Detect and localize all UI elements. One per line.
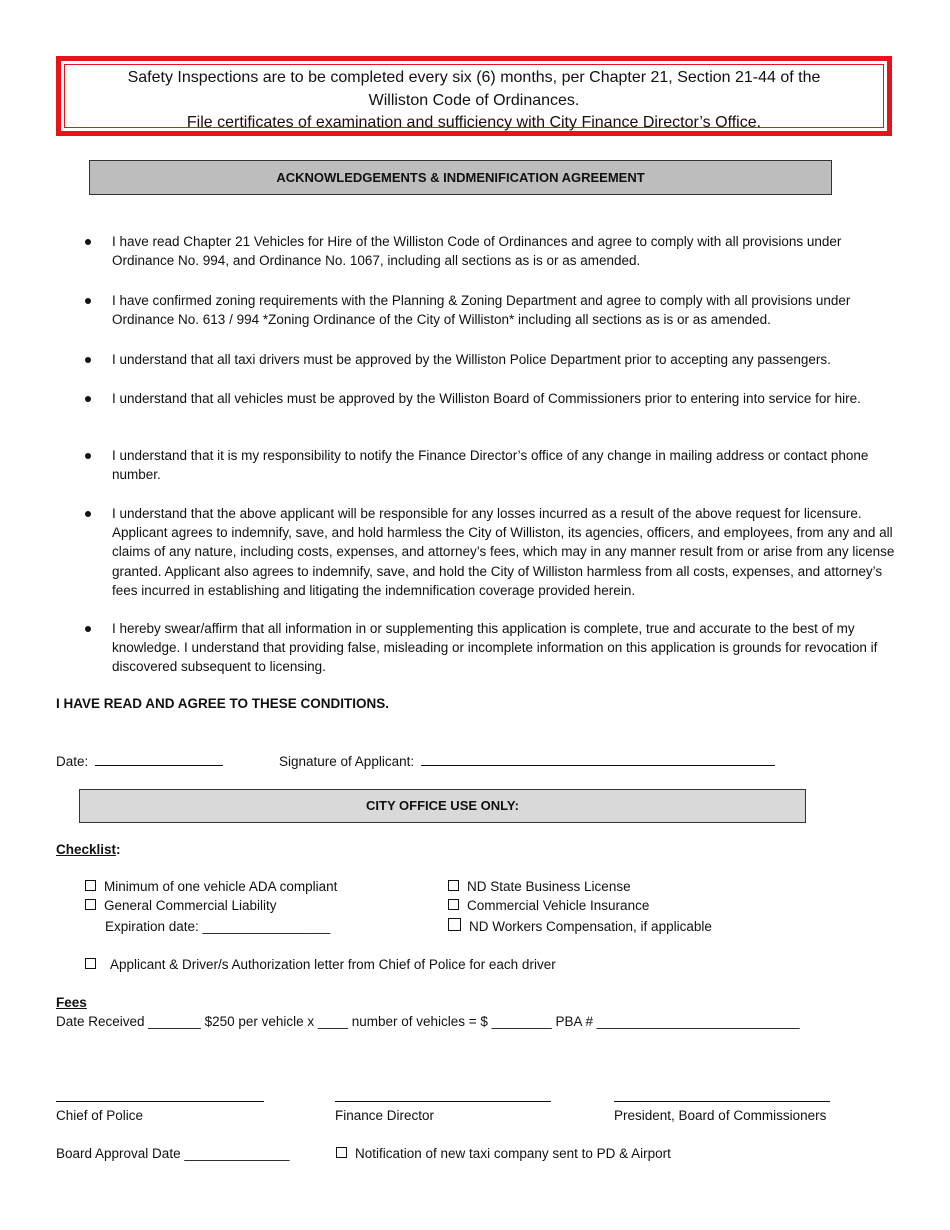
notification-item: Notification of new taxi company sent to PD & Airport	[336, 1144, 671, 1163]
finance-signature-line[interactable]	[335, 1101, 551, 1102]
finance-director-label: Finance Director	[335, 1108, 435, 1123]
checkbox[interactable]	[85, 958, 96, 969]
chief-signature-line[interactable]	[56, 1101, 264, 1102]
date-row	[56, 751, 223, 771]
checklist-item: ND State Business License	[448, 877, 631, 896]
office-use-heading: CITY OFFICE USE ONLY:	[79, 789, 806, 823]
checkbox[interactable]	[448, 899, 459, 910]
signature-field[interactable]	[421, 751, 775, 766]
list-item: I understand that all taxi drivers must be approved by the Williston Police Department prior to accepting any passengers.	[112, 350, 900, 369]
agree-statement: I HAVE READ AND AGREE TO THESE CONDITIONS.	[56, 696, 390, 711]
list-item: I understand that all vehicles must be approved by the Williston Board of Commissioners prior to entering into service for hire.	[112, 389, 900, 408]
checklist-item: Commercial Vehicle Insurance	[448, 896, 649, 915]
board-president-label: President, Board of Commissioners	[614, 1108, 827, 1123]
checklist-item: Minimum of one vehicle ADA compliant	[85, 877, 337, 896]
bullet-icon	[85, 453, 91, 459]
notice-line-1: Safety Inspections are to be completed every six (6) months, per Chapter 21, Section 21-44 of the	[127, 69, 821, 86]
date-label: Date:	[56, 754, 89, 769]
board-approval-row: Board Approval Date ______________	[56, 1146, 290, 1161]
bullet-icon	[85, 239, 91, 245]
list-item: I understand that the above applicant will be responsible for any losses incurred as a result of the above request for licensure. Applicant agrees to indemnify, save, and hold harmless the City of Williston, its agencies, officers, and employees, from any and all claims of any nature, including costs, expenses, and attorney’s fees, which may in any manner result from or arise from any license granted. Applicant also agrees to indemnify, save, and hold the City of Williston harmless from all costs, expenses, and attorney’s fees incurred in establishing and litigating the indemnification coverage provided herein.	[112, 504, 900, 600]
notice-line-2: Williston Code of Ordinances.	[368, 91, 580, 109]
checklist-item: ND Workers Compensation, if applicable	[448, 917, 712, 936]
bullet-icon	[85, 511, 91, 517]
checkbox[interactable]	[448, 880, 459, 891]
bullet-icon	[85, 396, 91, 402]
fees-title: Fees	[56, 995, 87, 1010]
checklist-title: Checklist:	[56, 842, 121, 857]
checkbox[interactable]	[448, 918, 461, 931]
chief-of-police-label: Chief of Police	[56, 1108, 144, 1123]
list-item: I hereby swear/affirm that all information in or supplementing this application is complete, true and accurate to the best of my knowledge. I understand that providing false, misleading or incomplete information on this application is grounds for revocation if discovered subsequent to licensing.	[112, 619, 900, 677]
signature-row	[279, 751, 775, 771]
checkbox[interactable]	[336, 1147, 347, 1158]
checkbox[interactable]	[85, 880, 96, 891]
board-approval-date-field[interactable]: ______________	[184, 1146, 290, 1161]
president-signature-line[interactable]	[614, 1101, 830, 1102]
notice-line-3: File certificates of examination and sufficiency with City Finance Director’s Office.	[186, 114, 762, 131]
safety-notice-box	[56, 56, 892, 136]
expiration-date-field[interactable]: _________________	[202, 919, 331, 934]
list-item: I have read Chapter 21 Vehicles for Hire of the Williston Code of Ordinances and agree to comply with all provisions under Ordinance No. 994, and Ordinance No. 1067, including all sections as is or as amended.	[112, 232, 900, 270]
signature-label: Signature of Applicant:	[279, 754, 415, 769]
fees-line: Date Received _______ $250 per vehicle x ____ number of vehicles = $ ________ PBA # ___________________________	[56, 1014, 800, 1029]
checklist-item: General Commercial Liability	[85, 896, 277, 915]
bullet-icon	[85, 626, 91, 632]
checkbox[interactable]	[85, 899, 96, 910]
date-field[interactable]	[95, 751, 223, 766]
checklist-item: Applicant & Driver/s Authorization letter from Chief of Police for each driver	[85, 955, 556, 974]
bullet-icon	[85, 298, 91, 304]
list-item: I have confirmed zoning requirements with the Planning & Zoning Department and agree to comply with all provisions under Ordinance No. 613 / 994 *Zoning Ordinance of the City of Williston* including all sections as is or as amended.	[112, 291, 900, 329]
agreement-heading: ACKNOWLEDGEMENTS & INDMENIFICATION AGREEMENT	[89, 160, 832, 195]
bullet-icon	[85, 357, 91, 363]
expiration-date-row: Expiration date: _________________	[105, 919, 331, 934]
list-item: I understand that it is my responsibility to notify the Finance Director’s office of any change in mailing address or contact phone number.	[112, 446, 900, 484]
